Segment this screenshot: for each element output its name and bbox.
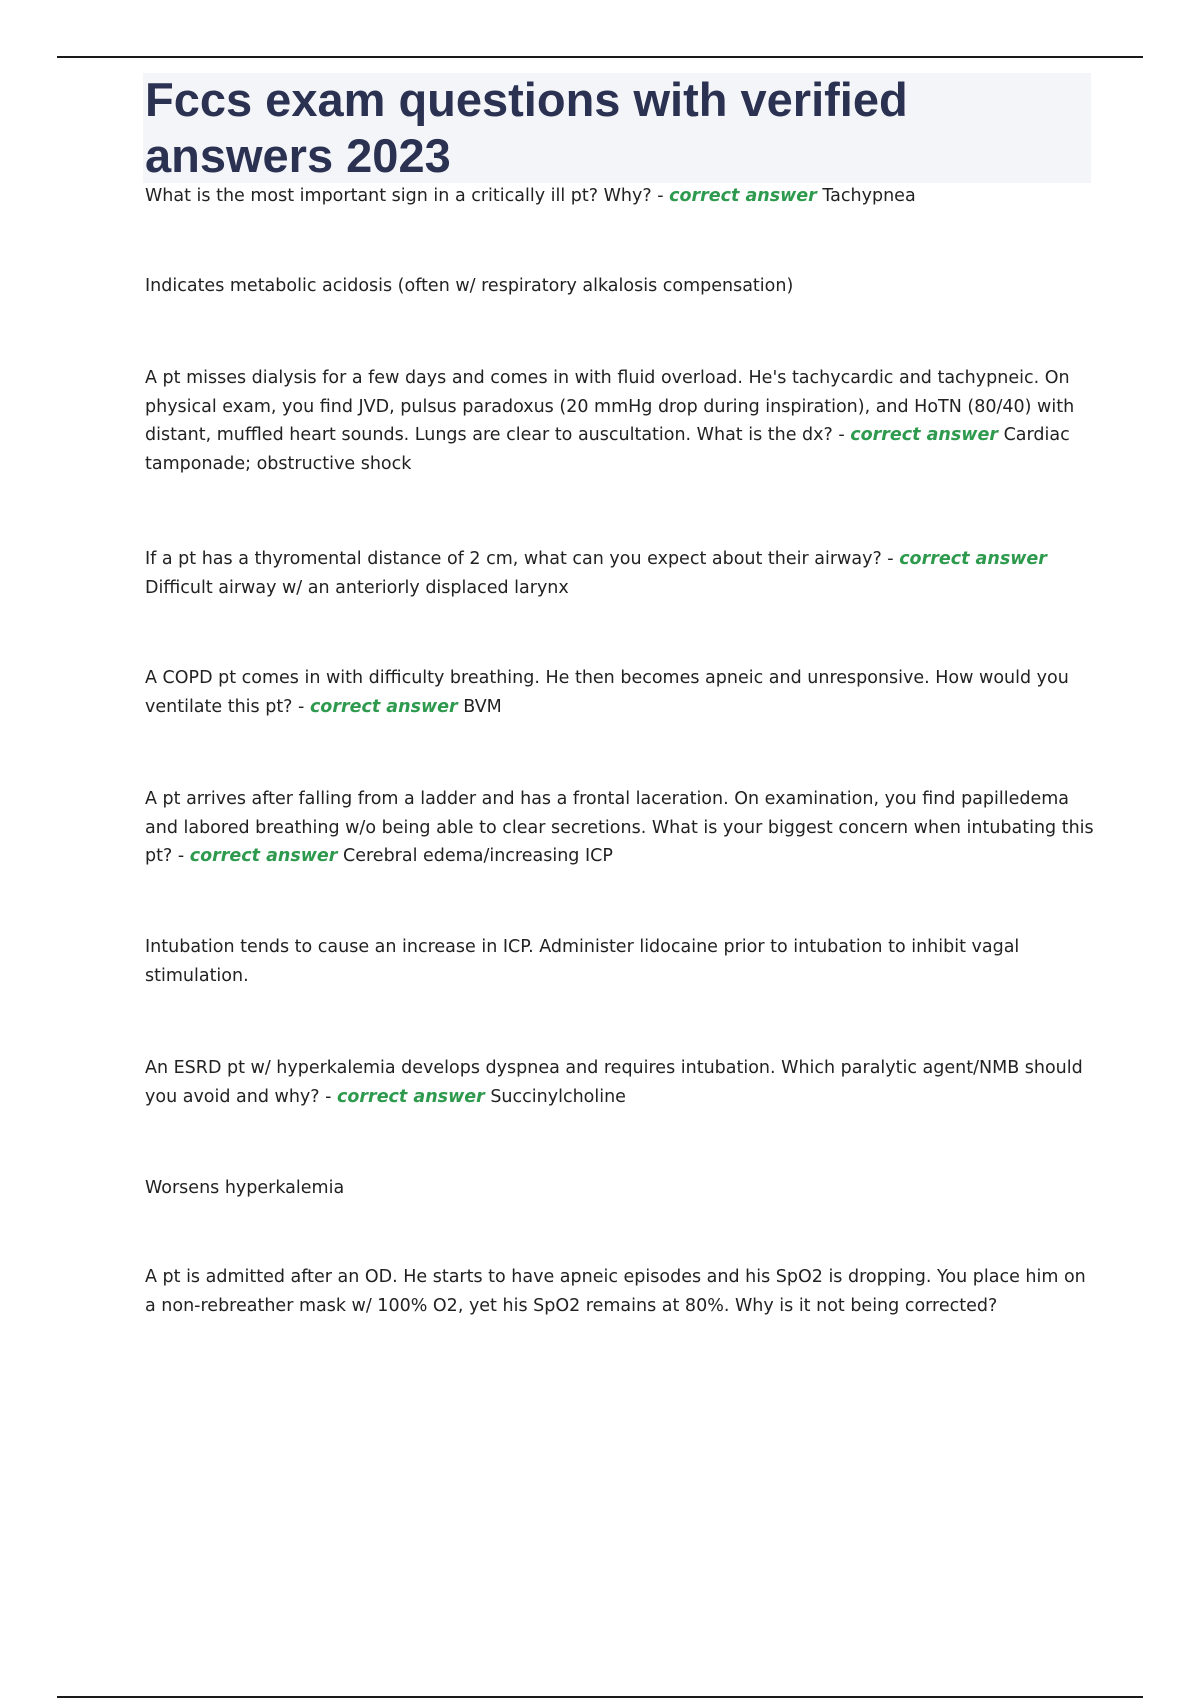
- bottom-divider-line: [57, 1696, 1143, 1698]
- answer-text: Succinylcholine: [490, 1086, 626, 1107]
- question-text: If a pt has a thyromental distance of 2 cm, what can you expect about their airway? -: [145, 549, 894, 569]
- correct-answer-label: correct answer: [309, 696, 458, 717]
- correct-answer-label: correct answer: [189, 846, 338, 866]
- answer-text: Cerebral edema/increasing ICP: [343, 846, 613, 866]
- explanation-text: Intubation tends to cause an increase in ICP. Administer lidocaine prior to intubation to inhibit vagal stimulation.: [145, 937, 1020, 986]
- top-divider-line: [57, 56, 1143, 58]
- question-text: A pt arrives after falling from a ladder and has a frontal laceration. On examination, you find papilledema and labored breathing w/o being able to clear secretions. What is your biggest concern when intubating this pt? -: [145, 789, 1094, 866]
- qa-item: [145, 364, 1095, 478]
- document-title: Fccs exam questions with verified answers 2023: [145, 73, 908, 182]
- question-text: What is the most important sign in a critically ill pt? Why? -: [145, 186, 664, 206]
- answer-text: Cardiac tamponade; obstructive shock: [145, 425, 1070, 474]
- question-text: An ESRD pt w/ hyperkalemia develops dyspnea and requires intubation. Which paralytic agent/NMB should you avoid and why? -: [145, 1058, 1083, 1107]
- qa-item: [145, 182, 1095, 211]
- explanation-text: Worsens hyperkalemia: [145, 1178, 345, 1198]
- correct-answer-label: correct answer: [669, 186, 817, 206]
- answer-text: Difficult airway w/ an anteriorly displaced larynx: [145, 577, 569, 598]
- qa-item: [145, 785, 1095, 871]
- question-text: A pt is admitted after an OD. He starts to have apneic episodes and his SpO2 is dropping. You place him on a non-rebreather mask w/ 100% O2, yet his SpO2 remains at 80%. Why is it not being corrected?: [145, 1267, 1086, 1316]
- qa-item: [145, 664, 1095, 721]
- correct-answer-label: correct answer: [899, 549, 1047, 569]
- qa-item: [145, 545, 1095, 602]
- answer-text: Tachypnea: [822, 186, 916, 206]
- qa-item: [145, 1054, 1095, 1111]
- correct-answer-label: correct answer: [850, 425, 998, 445]
- question-text: A COPD pt comes in with difficulty breathing. He then becomes apneic and unresponsive. How would you ventilate this pt? -: [145, 668, 1069, 717]
- correct-answer-label: correct answer: [337, 1086, 485, 1107]
- answer-text: BVM: [463, 696, 502, 717]
- explanation-text: Indicates metabolic acidosis (often w/ respiratory alkalosis compensation): [145, 276, 794, 296]
- question-text: A pt misses dialysis for a few days and comes in with fluid overload. He's tachycardic and tachypneic. On physical exam, you find JVD, pulsus paradoxus (20 mmHg drop during inspiration), and HoTN (80/40) with distant, muffled heart sounds. Lungs are clear to auscultation. What is the dx? -: [145, 368, 1075, 445]
